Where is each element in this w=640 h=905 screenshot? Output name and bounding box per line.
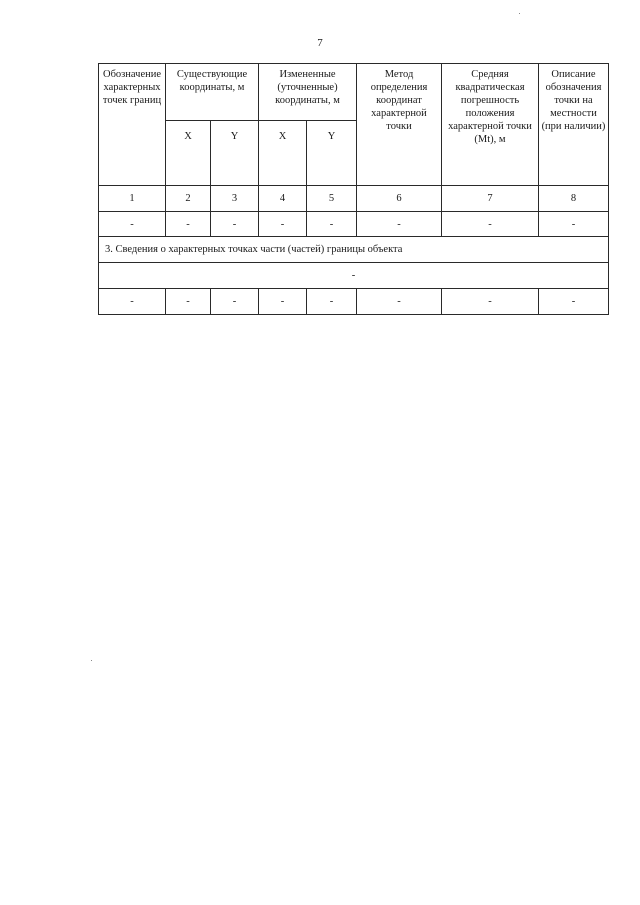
table-cell: -: [211, 212, 259, 237]
table-cell: -: [357, 289, 442, 315]
table-cell: -: [99, 289, 166, 315]
section-empty-cell: -: [99, 263, 609, 289]
table-cell: -: [166, 212, 211, 237]
table-cell: -: [442, 212, 539, 237]
header-row: [99, 64, 609, 121]
section-title-row: [99, 237, 609, 263]
table-cell: -: [357, 212, 442, 237]
table-cell: -: [307, 212, 357, 237]
column-number: 3: [211, 186, 259, 212]
table-cell: -: [539, 289, 609, 315]
header-existing-x: X: [166, 121, 211, 186]
header-point-designation: Обозначение характерных точек границ: [99, 64, 166, 186]
header-changed-coords: Измененные (уточненные) координаты, м: [259, 64, 357, 121]
table-cell: -: [99, 212, 166, 237]
table-cell: -: [539, 212, 609, 237]
table-cell: -: [442, 289, 539, 315]
page-number: 7: [317, 37, 323, 49]
table-row: [99, 289, 609, 315]
table-cell: -: [307, 289, 357, 315]
header-mean-error: Средняя квадратическая погрешность положения характерной точки (Mt), м: [442, 64, 539, 186]
column-number: 5: [307, 186, 357, 212]
column-number: 1: [99, 186, 166, 212]
header-existing-coords: Существующие координаты, м: [166, 64, 259, 121]
section-title: 3. Сведения о характерных точках части (частей) границы объекта: [99, 237, 609, 263]
column-number: 7: [442, 186, 539, 212]
column-number: 4: [259, 186, 307, 212]
column-number: 8: [539, 186, 609, 212]
scan-speck: [519, 13, 520, 14]
table-row: [99, 212, 609, 237]
scan-speck: [91, 660, 92, 661]
section-empty-row: [99, 263, 609, 289]
boundary-points-table: [98, 63, 609, 315]
header-method: Метод определения координат характерной точки: [357, 64, 442, 186]
header-changed-y: Y: [307, 121, 357, 186]
column-number-row: [99, 186, 609, 212]
column-number: 6: [357, 186, 442, 212]
table-cell: -: [166, 289, 211, 315]
column-number: 2: [166, 186, 211, 212]
table-cell: -: [259, 212, 307, 237]
table-cell: -: [211, 289, 259, 315]
header-existing-y: Y: [211, 121, 259, 186]
header-description: Описание обозначения точки на местности (при наличии): [539, 64, 609, 186]
table-cell: -: [259, 289, 307, 315]
header-changed-x: X: [259, 121, 307, 186]
